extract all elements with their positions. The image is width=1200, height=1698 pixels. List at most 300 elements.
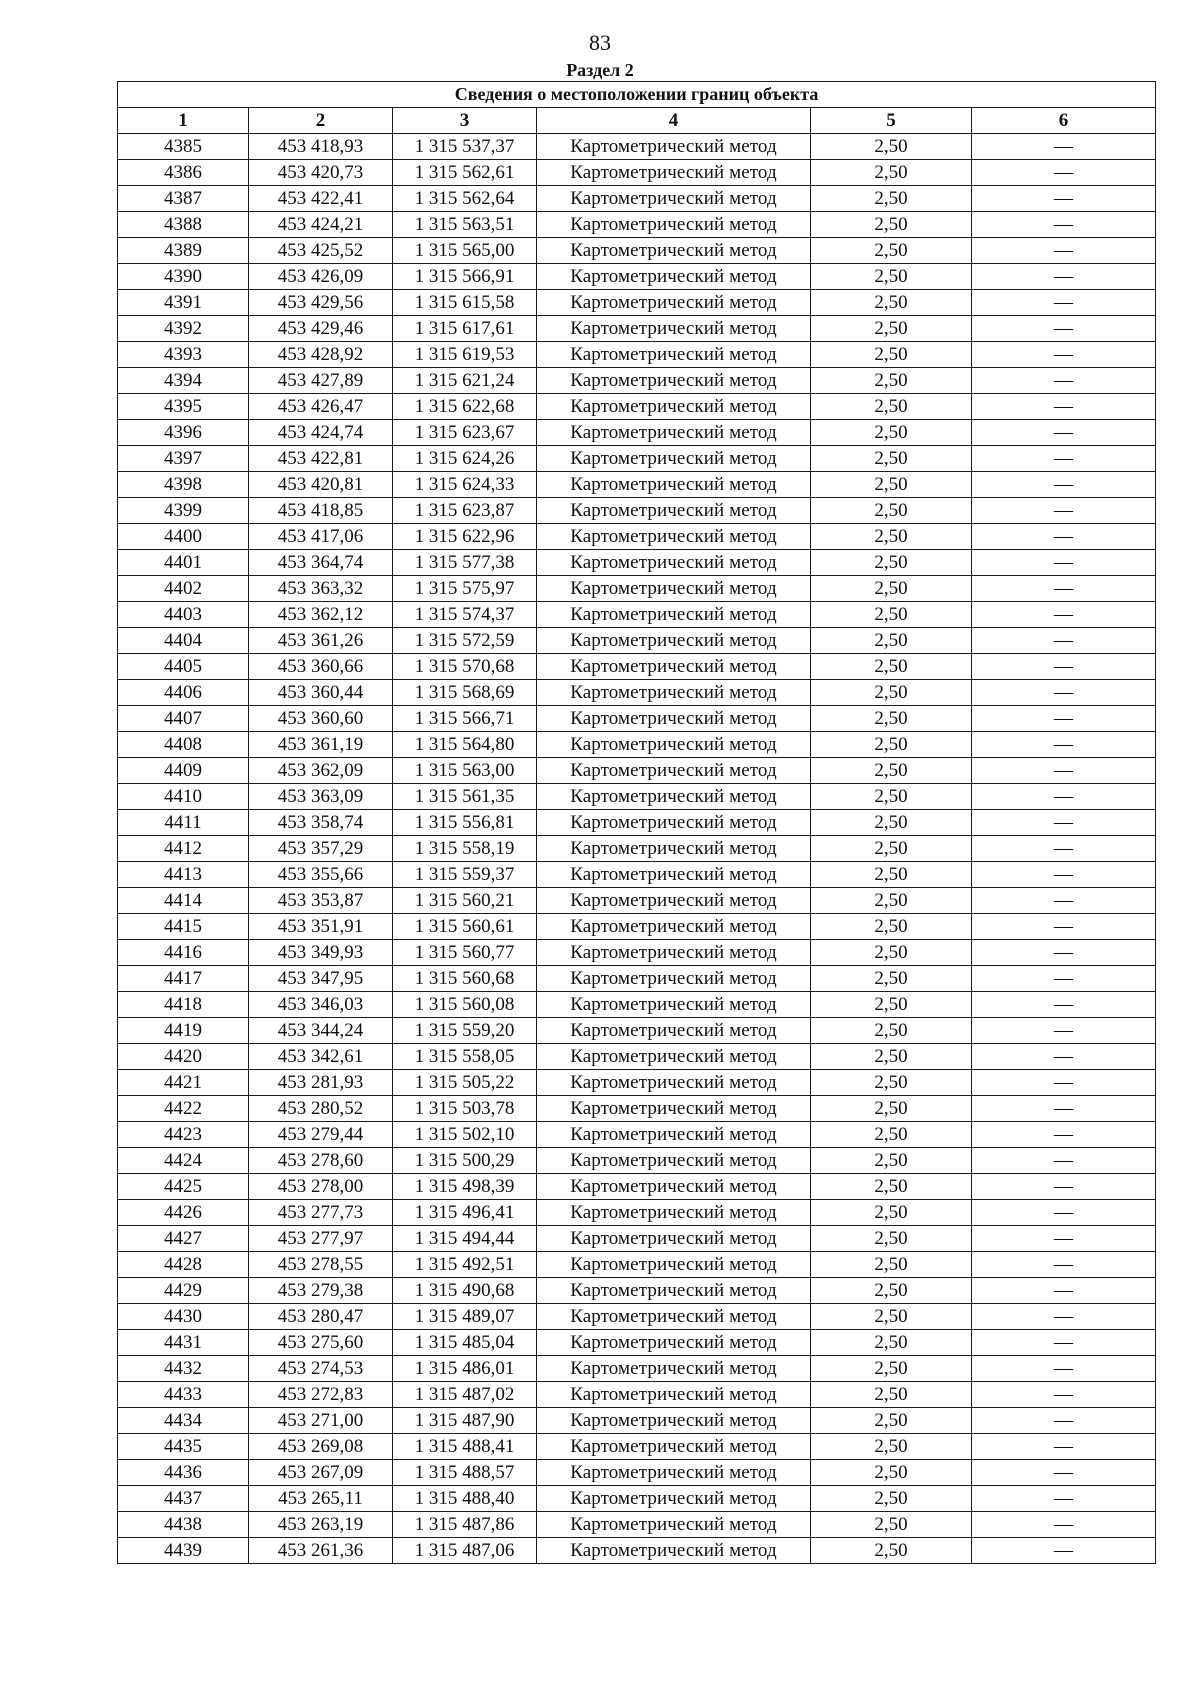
method-cell: Картометрический метод	[537, 498, 811, 524]
y-coordinate-cell: 1 315 560,21	[393, 888, 537, 914]
accuracy-cell: 2,50	[811, 1148, 972, 1174]
description-cell: —	[972, 602, 1156, 628]
accuracy-cell: 2,50	[811, 1018, 972, 1044]
accuracy-cell: 2,50	[811, 602, 972, 628]
point-number-cell: 4431	[118, 1330, 249, 1356]
method-cell: Картометрический метод	[537, 1174, 811, 1200]
y-coordinate-cell: 1 315 558,19	[393, 836, 537, 862]
method-cell: Картометрический метод	[537, 1512, 811, 1538]
point-number-cell: 4433	[118, 1382, 249, 1408]
description-cell: —	[972, 732, 1156, 758]
table-row	[118, 420, 1156, 446]
table-row	[118, 550, 1156, 576]
description-cell: —	[972, 1486, 1156, 1512]
method-cell: Картометрический метод	[537, 628, 811, 654]
x-coordinate-cell: 453 362,12	[249, 602, 393, 628]
method-cell: Картометрический метод	[537, 368, 811, 394]
method-cell: Картометрический метод	[537, 1460, 811, 1486]
accuracy-cell: 2,50	[811, 498, 972, 524]
point-number-cell: 4439	[118, 1538, 249, 1564]
y-coordinate-cell: 1 315 505,22	[393, 1070, 537, 1096]
x-coordinate-cell: 453 278,00	[249, 1174, 393, 1200]
x-coordinate-cell: 453 263,19	[249, 1512, 393, 1538]
y-coordinate-cell: 1 315 502,10	[393, 1122, 537, 1148]
x-coordinate-cell: 453 344,24	[249, 1018, 393, 1044]
y-coordinate-cell: 1 315 494,44	[393, 1226, 537, 1252]
x-coordinate-cell: 453 351,91	[249, 914, 393, 940]
x-coordinate-cell: 453 424,21	[249, 212, 393, 238]
x-coordinate-cell: 453 280,47	[249, 1304, 393, 1330]
point-number-cell: 4385	[118, 134, 249, 160]
description-cell: —	[972, 888, 1156, 914]
y-coordinate-cell: 1 315 563,51	[393, 212, 537, 238]
point-number-cell: 4412	[118, 836, 249, 862]
point-number-cell: 4429	[118, 1278, 249, 1304]
table-row	[118, 1304, 1156, 1330]
description-cell: —	[972, 160, 1156, 186]
point-number-cell: 4428	[118, 1252, 249, 1278]
y-coordinate-cell: 1 315 563,00	[393, 758, 537, 784]
method-cell: Картометрический метод	[537, 992, 811, 1018]
method-cell: Картометрический метод	[537, 1252, 811, 1278]
x-coordinate-cell: 453 425,52	[249, 238, 393, 264]
x-coordinate-cell: 453 360,66	[249, 654, 393, 680]
x-coordinate-cell: 453 420,81	[249, 472, 393, 498]
x-coordinate-cell: 453 420,73	[249, 160, 393, 186]
table-row	[118, 1408, 1156, 1434]
point-number-cell: 4399	[118, 498, 249, 524]
x-coordinate-cell: 453 358,74	[249, 810, 393, 836]
description-cell: —	[972, 212, 1156, 238]
description-cell: —	[972, 966, 1156, 992]
method-cell: Картометрический метод	[537, 1018, 811, 1044]
point-number-cell: 4410	[118, 784, 249, 810]
description-cell: —	[972, 368, 1156, 394]
accuracy-cell: 2,50	[811, 966, 972, 992]
method-cell: Картометрический метод	[537, 1044, 811, 1070]
table-row	[118, 1382, 1156, 1408]
table-row	[118, 654, 1156, 680]
y-coordinate-cell: 1 315 622,96	[393, 524, 537, 550]
y-coordinate-cell: 1 315 621,24	[393, 368, 537, 394]
accuracy-cell: 2,50	[811, 810, 972, 836]
accuracy-cell: 2,50	[811, 160, 972, 186]
y-coordinate-cell: 1 315 487,02	[393, 1382, 537, 1408]
method-cell: Картометрический метод	[537, 1148, 811, 1174]
method-cell: Картометрический метод	[537, 524, 811, 550]
description-cell: —	[972, 1122, 1156, 1148]
table-row	[118, 446, 1156, 472]
table-row	[118, 914, 1156, 940]
table-row	[118, 524, 1156, 550]
point-number-cell: 4424	[118, 1148, 249, 1174]
description-cell: —	[972, 940, 1156, 966]
method-cell: Картометрический метод	[537, 966, 811, 992]
point-number-cell: 4397	[118, 446, 249, 472]
point-number-cell: 4386	[118, 160, 249, 186]
accuracy-cell: 2,50	[811, 1434, 972, 1460]
point-number-cell: 4411	[118, 810, 249, 836]
x-coordinate-cell: 453 361,26	[249, 628, 393, 654]
y-coordinate-cell: 1 315 572,59	[393, 628, 537, 654]
table-row	[118, 1486, 1156, 1512]
point-number-cell: 4407	[118, 706, 249, 732]
y-coordinate-cell: 1 315 622,68	[393, 394, 537, 420]
x-coordinate-cell: 453 424,74	[249, 420, 393, 446]
method-cell: Картометрический метод	[537, 1200, 811, 1226]
accuracy-cell: 2,50	[811, 680, 972, 706]
method-cell: Картометрический метод	[537, 1096, 811, 1122]
point-number-cell: 4417	[118, 966, 249, 992]
y-coordinate-cell: 1 315 558,05	[393, 1044, 537, 1070]
page-number: 83	[589, 30, 611, 55]
accuracy-cell: 2,50	[811, 1512, 972, 1538]
point-number-cell: 4430	[118, 1304, 249, 1330]
y-coordinate-cell: 1 315 486,01	[393, 1356, 537, 1382]
point-number-cell: 4392	[118, 316, 249, 342]
description-cell: —	[972, 1226, 1156, 1252]
table-row	[118, 940, 1156, 966]
x-coordinate-cell: 453 279,44	[249, 1122, 393, 1148]
y-coordinate-cell: 1 315 500,29	[393, 1148, 537, 1174]
y-coordinate-cell: 1 315 565,00	[393, 238, 537, 264]
method-cell: Картометрический метод	[537, 342, 811, 368]
description-cell: —	[972, 134, 1156, 160]
x-coordinate-cell: 453 280,52	[249, 1096, 393, 1122]
x-coordinate-cell: 453 278,60	[249, 1148, 393, 1174]
point-number-cell: 4426	[118, 1200, 249, 1226]
accuracy-cell: 2,50	[811, 1226, 972, 1252]
table-row	[118, 1096, 1156, 1122]
accuracy-cell: 2,50	[811, 134, 972, 160]
description-cell: —	[972, 1018, 1156, 1044]
accuracy-cell: 2,50	[811, 862, 972, 888]
table-row	[118, 1044, 1156, 1070]
description-cell: —	[972, 1044, 1156, 1070]
table-row	[118, 264, 1156, 290]
description-cell: —	[972, 1070, 1156, 1096]
method-cell: Картометрический метод	[537, 186, 811, 212]
description-cell: —	[972, 1148, 1156, 1174]
y-coordinate-cell: 1 315 562,61	[393, 160, 537, 186]
table-row	[118, 810, 1156, 836]
description-cell: —	[972, 1330, 1156, 1356]
y-coordinate-cell: 1 315 570,68	[393, 654, 537, 680]
method-cell: Картометрический метод	[537, 238, 811, 264]
y-coordinate-cell: 1 315 492,51	[393, 1252, 537, 1278]
column-header-3: 3	[393, 108, 537, 134]
point-number-cell: 4420	[118, 1044, 249, 1070]
x-coordinate-cell: 453 277,73	[249, 1200, 393, 1226]
description-cell: —	[972, 186, 1156, 212]
method-cell: Картометрический метод	[537, 472, 811, 498]
point-number-cell: 4423	[118, 1122, 249, 1148]
column-header-5: 5	[811, 108, 972, 134]
table-row	[118, 784, 1156, 810]
description-cell: —	[972, 264, 1156, 290]
table-row	[118, 628, 1156, 654]
table-row	[118, 342, 1156, 368]
description-cell: —	[972, 238, 1156, 264]
table-row	[118, 1070, 1156, 1096]
table-row	[118, 1278, 1156, 1304]
method-cell: Картометрический метод	[537, 758, 811, 784]
point-number-cell: 4398	[118, 472, 249, 498]
table-row	[118, 1330, 1156, 1356]
y-coordinate-cell: 1 315 490,68	[393, 1278, 537, 1304]
point-number-cell: 4395	[118, 394, 249, 420]
point-number-cell: 4438	[118, 1512, 249, 1538]
table-row	[118, 758, 1156, 784]
column-header-2: 2	[249, 108, 393, 134]
method-cell: Картометрический метод	[537, 1226, 811, 1252]
method-cell: Картометрический метод	[537, 732, 811, 758]
method-cell: Картометрический метод	[537, 1382, 811, 1408]
table-row	[118, 290, 1156, 316]
table-row	[118, 1226, 1156, 1252]
accuracy-cell: 2,50	[811, 784, 972, 810]
method-cell: Картометрический метод	[537, 654, 811, 680]
y-coordinate-cell: 1 315 487,06	[393, 1538, 537, 1564]
method-cell: Картометрический метод	[537, 1278, 811, 1304]
method-cell: Картометрический метод	[537, 1486, 811, 1512]
table-row	[118, 186, 1156, 212]
description-cell: —	[972, 1512, 1156, 1538]
point-number-cell: 4436	[118, 1460, 249, 1486]
method-cell: Картометрический метод	[537, 940, 811, 966]
accuracy-cell: 2,50	[811, 836, 972, 862]
x-coordinate-cell: 453 360,44	[249, 680, 393, 706]
y-coordinate-cell: 1 315 617,61	[393, 316, 537, 342]
x-coordinate-cell: 453 275,60	[249, 1330, 393, 1356]
y-coordinate-cell: 1 315 503,78	[393, 1096, 537, 1122]
column-header-4: 4	[537, 108, 811, 134]
table-row	[118, 1200, 1156, 1226]
point-number-cell: 4414	[118, 888, 249, 914]
column-header-6: 6	[972, 108, 1156, 134]
y-coordinate-cell: 1 315 564,80	[393, 732, 537, 758]
description-cell: —	[972, 1408, 1156, 1434]
method-cell: Картометрический метод	[537, 1330, 811, 1356]
accuracy-cell: 2,50	[811, 1460, 972, 1486]
point-number-cell: 4435	[118, 1434, 249, 1460]
description-cell: —	[972, 576, 1156, 602]
method-cell: Картометрический метод	[537, 446, 811, 472]
method-cell: Картометрический метод	[537, 212, 811, 238]
table-row	[118, 1356, 1156, 1382]
accuracy-cell: 2,50	[811, 1200, 972, 1226]
point-number-cell: 4432	[118, 1356, 249, 1382]
accuracy-cell: 2,50	[811, 290, 972, 316]
x-coordinate-cell: 453 261,36	[249, 1538, 393, 1564]
method-cell: Картометрический метод	[537, 1538, 811, 1564]
x-coordinate-cell: 453 274,53	[249, 1356, 393, 1382]
y-coordinate-cell: 1 315 561,35	[393, 784, 537, 810]
accuracy-cell: 2,50	[811, 628, 972, 654]
point-number-cell: 4434	[118, 1408, 249, 1434]
accuracy-cell: 2,50	[811, 1278, 972, 1304]
boundary-coordinates-table	[117, 81, 1156, 1564]
method-cell: Картометрический метод	[537, 888, 811, 914]
description-cell: —	[972, 1252, 1156, 1278]
y-coordinate-cell: 1 315 619,53	[393, 342, 537, 368]
accuracy-cell: 2,50	[811, 420, 972, 446]
accuracy-cell: 2,50	[811, 1122, 972, 1148]
description-cell: —	[972, 1356, 1156, 1382]
point-number-cell: 4394	[118, 368, 249, 394]
x-coordinate-cell: 453 349,93	[249, 940, 393, 966]
x-coordinate-cell: 453 269,08	[249, 1434, 393, 1460]
point-number-cell: 4408	[118, 732, 249, 758]
table-row	[118, 1460, 1156, 1486]
description-cell: —	[972, 680, 1156, 706]
point-number-cell: 4415	[118, 914, 249, 940]
x-coordinate-cell: 453 422,41	[249, 186, 393, 212]
method-cell: Картометрический метод	[537, 602, 811, 628]
description-cell: —	[972, 446, 1156, 472]
x-coordinate-cell: 453 271,00	[249, 1408, 393, 1434]
description-cell: —	[972, 758, 1156, 784]
table-row	[118, 394, 1156, 420]
y-coordinate-cell: 1 315 560,08	[393, 992, 537, 1018]
x-coordinate-cell: 453 429,46	[249, 316, 393, 342]
method-cell: Картометрический метод	[537, 264, 811, 290]
method-cell: Картометрический метод	[537, 1304, 811, 1330]
table-header-row	[118, 108, 1156, 134]
y-coordinate-cell: 1 315 560,61	[393, 914, 537, 940]
accuracy-cell: 2,50	[811, 342, 972, 368]
x-coordinate-cell: 453 426,47	[249, 394, 393, 420]
x-coordinate-cell: 453 427,89	[249, 368, 393, 394]
x-coordinate-cell: 453 363,09	[249, 784, 393, 810]
description-cell: —	[972, 524, 1156, 550]
table-row	[118, 836, 1156, 862]
table-row	[118, 134, 1156, 160]
x-coordinate-cell: 453 363,32	[249, 576, 393, 602]
point-number-cell: 4413	[118, 862, 249, 888]
y-coordinate-cell: 1 315 562,64	[393, 186, 537, 212]
description-cell: —	[972, 862, 1156, 888]
y-coordinate-cell: 1 315 485,04	[393, 1330, 537, 1356]
accuracy-cell: 2,50	[811, 316, 972, 342]
table-row	[118, 1434, 1156, 1460]
method-cell: Картометрический метод	[537, 1408, 811, 1434]
point-number-cell: 4396	[118, 420, 249, 446]
accuracy-cell: 2,50	[811, 1174, 972, 1200]
accuracy-cell: 2,50	[811, 1252, 972, 1278]
accuracy-cell: 2,50	[811, 758, 972, 784]
method-cell: Картометрический метод	[537, 706, 811, 732]
x-coordinate-cell: 453 428,92	[249, 342, 393, 368]
table-caption: Сведения о местоположении границ объекта	[118, 82, 1156, 108]
method-cell: Картометрический метод	[537, 550, 811, 576]
table-row	[118, 992, 1156, 1018]
table-row	[118, 238, 1156, 264]
description-cell: —	[972, 654, 1156, 680]
x-coordinate-cell: 453 418,93	[249, 134, 393, 160]
description-cell: —	[972, 992, 1156, 1018]
y-coordinate-cell: 1 315 566,71	[393, 706, 537, 732]
description-cell: —	[972, 1538, 1156, 1564]
method-cell: Картометрический метод	[537, 394, 811, 420]
description-cell: —	[972, 706, 1156, 732]
x-coordinate-cell: 453 281,93	[249, 1070, 393, 1096]
y-coordinate-cell: 1 315 488,57	[393, 1460, 537, 1486]
accuracy-cell: 2,50	[811, 1356, 972, 1382]
point-number-cell: 4390	[118, 264, 249, 290]
accuracy-cell: 2,50	[811, 1486, 972, 1512]
description-cell: —	[972, 550, 1156, 576]
accuracy-cell: 2,50	[811, 888, 972, 914]
accuracy-cell: 2,50	[811, 992, 972, 1018]
table-row	[118, 966, 1156, 992]
accuracy-cell: 2,50	[811, 212, 972, 238]
accuracy-cell: 2,50	[811, 550, 972, 576]
table-row	[118, 316, 1156, 342]
y-coordinate-cell: 1 315 488,40	[393, 1486, 537, 1512]
description-cell: —	[972, 1174, 1156, 1200]
table-row	[118, 862, 1156, 888]
accuracy-cell: 2,50	[811, 238, 972, 264]
table-row	[118, 576, 1156, 602]
y-coordinate-cell: 1 315 537,37	[393, 134, 537, 160]
x-coordinate-cell: 453 364,74	[249, 550, 393, 576]
point-number-cell: 4409	[118, 758, 249, 784]
table-row	[118, 1122, 1156, 1148]
y-coordinate-cell: 1 315 498,39	[393, 1174, 537, 1200]
table-caption-row	[118, 82, 1156, 108]
description-cell: —	[972, 342, 1156, 368]
description-cell: —	[972, 498, 1156, 524]
y-coordinate-cell: 1 315 559,20	[393, 1018, 537, 1044]
point-number-cell: 4391	[118, 290, 249, 316]
point-number-cell: 4393	[118, 342, 249, 368]
x-coordinate-cell: 453 265,11	[249, 1486, 393, 1512]
description-cell: —	[972, 1278, 1156, 1304]
description-cell: —	[972, 1200, 1156, 1226]
y-coordinate-cell: 1 315 560,68	[393, 966, 537, 992]
accuracy-cell: 2,50	[811, 654, 972, 680]
method-cell: Картометрический метод	[537, 784, 811, 810]
method-cell: Картометрический метод	[537, 836, 811, 862]
accuracy-cell: 2,50	[811, 1382, 972, 1408]
description-cell: —	[972, 628, 1156, 654]
x-coordinate-cell: 453 429,56	[249, 290, 393, 316]
x-coordinate-cell: 453 277,97	[249, 1226, 393, 1252]
x-coordinate-cell: 453 272,83	[249, 1382, 393, 1408]
accuracy-cell: 2,50	[811, 472, 972, 498]
accuracy-cell: 2,50	[811, 1096, 972, 1122]
y-coordinate-cell: 1 315 624,33	[393, 472, 537, 498]
method-cell: Картометрический метод	[537, 862, 811, 888]
description-cell: —	[972, 1382, 1156, 1408]
x-coordinate-cell: 453 267,09	[249, 1460, 393, 1486]
accuracy-cell: 2,50	[811, 1304, 972, 1330]
description-cell: —	[972, 394, 1156, 420]
y-coordinate-cell: 1 315 556,81	[393, 810, 537, 836]
x-coordinate-cell: 453 422,81	[249, 446, 393, 472]
y-coordinate-cell: 1 315 568,69	[393, 680, 537, 706]
x-coordinate-cell: 453 361,19	[249, 732, 393, 758]
method-cell: Картометрический метод	[537, 576, 811, 602]
point-number-cell: 4401	[118, 550, 249, 576]
accuracy-cell: 2,50	[811, 576, 972, 602]
y-coordinate-cell: 1 315 496,41	[393, 1200, 537, 1226]
point-number-cell: 4402	[118, 576, 249, 602]
table-row	[118, 680, 1156, 706]
description-cell: —	[972, 1096, 1156, 1122]
table-row	[118, 368, 1156, 394]
